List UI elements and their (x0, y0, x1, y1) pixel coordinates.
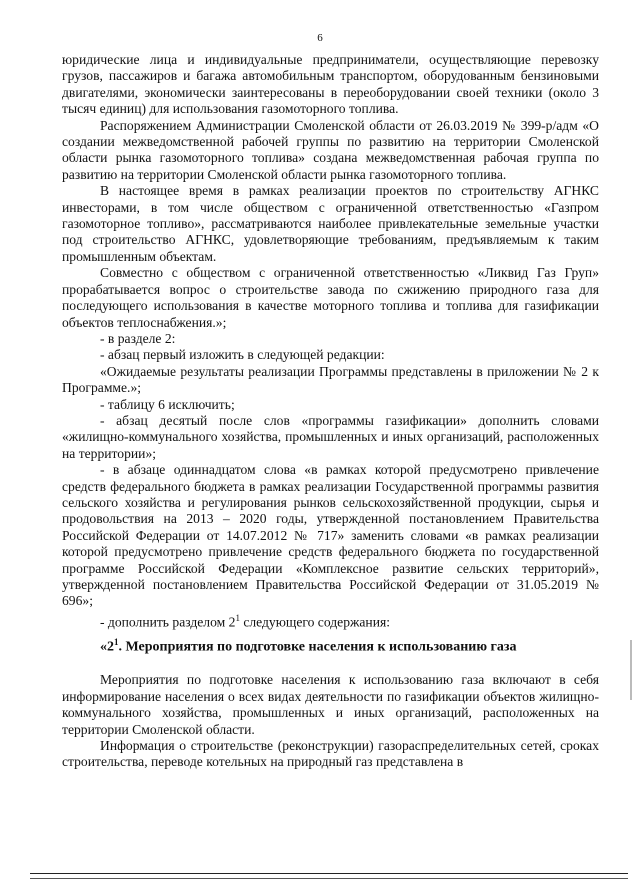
paragraph: - абзац первый изложить в следующей редакции: (100, 347, 385, 363)
paragraph: юридические лица и индивидуальные предприниматели, осуществляющие перевозку грузов, пассажиров и багажа автомобильным транспортом, оборудованным бензиновыми двигателями, экономически заинтересованы в переоборудовании своей техники (около 3 тысяч единиц) для использования газомоторного топлива. (62, 52, 599, 117)
paragraph-text: следующего содержания: (239, 614, 390, 630)
heading-prefix: «2 (100, 639, 114, 655)
paragraph: «Ожидаемые результаты реализации Программы представлены в приложении № 2 к Программе.»; (62, 363, 599, 396)
paragraph-text: - дополнить разделом 2 (100, 614, 236, 630)
paragraph (62, 610, 599, 631)
paragraph: Распоряжением Администрации Смоленской области от 26.03.2019 № 399-р/адм «О создании межведомственной рабочей группы по развитию на территории Смоленской области рынка газомоторного топлива» создана межведомственная рабочая группа по развитию на территории Смоленской области рынка газомоторного топлива. (62, 117, 599, 182)
bottom-rule (30, 873, 628, 874)
scan-artifact (630, 640, 632, 700)
paragraph: В настоящее время в рамках реализации проектов по строительству АГНКС инвесторами, в том числе обществом с ограниченной ответственностью «Газпром газомоторное топливо», рассматриваются наиболее привлекательные земельные участки под строительство АГНКС, удовлетворяющие требованиям, предъявляемым к таким промышленным объектам. (62, 183, 599, 264)
section-heading (62, 633, 599, 657)
spacer (62, 656, 599, 672)
paragraph: Информация о строительстве (реконструкции) газораспределительных сетей, сроках строительства, переводе котельных на природный газ представлена в (62, 738, 599, 770)
superscript: 1 (235, 612, 240, 623)
paragraph: - в абзаце одиннадцатом слова «в рамках которой предусмотрено привлечение средств федерального бюджета в рамках реализации Государственной программы развития сельского хозяйства и регулирования рынков сельскохозяйственной продукции, сырья и продовольствия на 2013 – 2020 годы, утвержденной постановлением Правительства Российской Федерации от 14.07.2012 № 717» заменить словами «в рамках реализации которой предусмотрено привлечение средств федерального бюджета по государственной программе Российской Федерации «Комплексное развитие сельских территорий», утвержденной постановлением Правительства Российской Федерации от 31.05.2019 № 696»; (62, 462, 599, 609)
heading-text: . Мероприятия по подготовке населения к использованию газа (118, 639, 517, 655)
heading-superscript: 1 (114, 636, 119, 647)
paragraph: Мероприятия по подготовке населения к использованию газа включают в себя информирование населения о всех видах деятельности по газификации объектов жилищно-коммунального хозяйства, промышленных и иных организаций, расположенных на территории Смоленской области. (62, 672, 599, 737)
paragraph: - таблицу 6 исключить; (100, 396, 235, 412)
bottom-rule-secondary (30, 878, 628, 879)
paragraph: Совместно с обществом с ограниченной ответственностью «Ликвид Газ Груп» прорабатывается вопрос о строительстве завода по сжижению природного газа для последующего использования в качестве моторного топлива и топлива для газификации объектов теплоснабжения.»; (62, 265, 599, 330)
page-number: 6 (317, 32, 323, 44)
paragraph: - абзац десятый после слов «программы газификации» дополнить словами «жилищно-коммунального хозяйства, промышленных и иных организаций, расположенных на территории»; (62, 412, 599, 461)
document-body (62, 52, 599, 771)
paragraph: - в разделе 2: (100, 330, 176, 346)
